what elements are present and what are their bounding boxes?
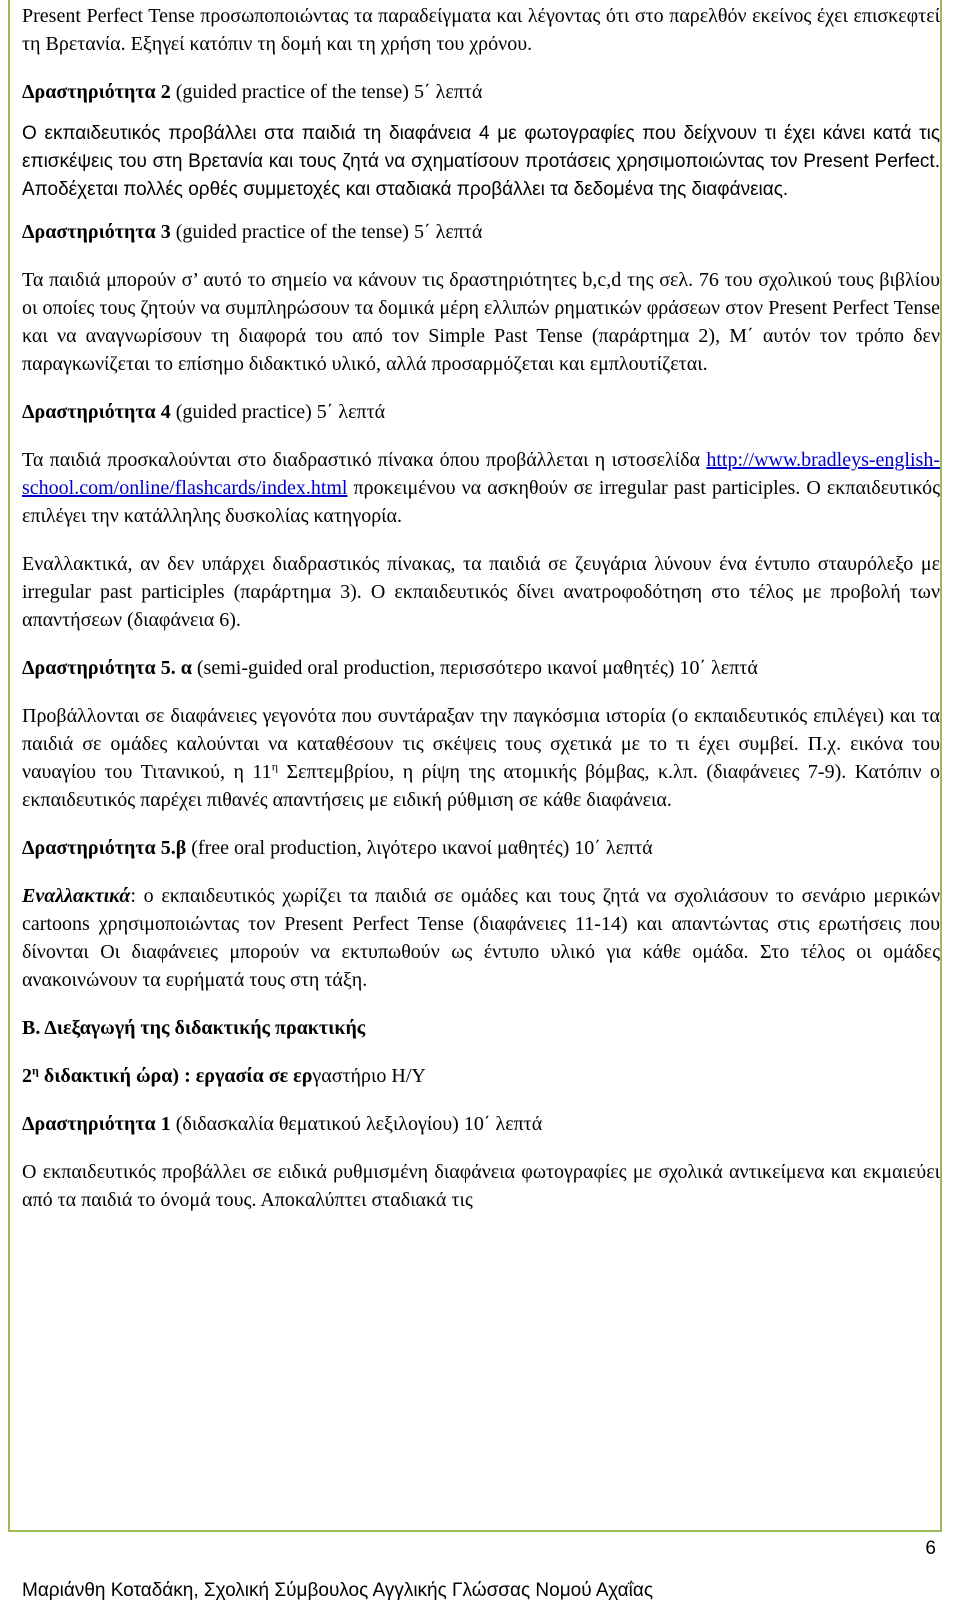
activity-5a-body-before: Προβάλλονται σε διαφάνειες γεγονότα που συντάραξαν την παγκόσμια ιστορία (ο εκπαιδευτικός επιλέγει) και τα παιδιά σε ομάδες καλούνται να καταθέσουν τις σκέψεις τους σχετικά με το τι έχει συμβεί. Π.χ. εικόνα του ναυαγίου του Τιτανικού, η 11 — [22, 705, 940, 783]
activity-3-label: Δραστηριότητα 3 — [22, 221, 171, 243]
activity-5a-body-after: Σεπτεμβρίου, η ρίψη της ατομικής βόμβας, κ.λπ. (διαφάνειες 7-9). Κατόπιν ο εκπαιδευτικός παρέχει πιθανές απαντήσεις με ειδική ρύθμιση σε κάθε διαφάνεια. — [22, 761, 940, 811]
activity-2-label: Δραστηριότητα 2 — [22, 81, 171, 103]
activity-5a-ordinal-sup: η — [271, 759, 278, 774]
activity-4-body — [22, 446, 940, 530]
activity-3-heading-rest: (guided practice of the tense) 5΄ λεπτά — [170, 221, 483, 243]
activity-b1-heading — [22, 1110, 940, 1138]
activity-3-heading — [22, 218, 940, 246]
flashcards-link[interactable]: http://www.bradleys-english-school.com/online/flashcards/index.html — [22, 449, 940, 499]
activity-4-label: Δραστηριότητα 4 — [22, 401, 171, 423]
activity-5b-heading-rest: (free oral production, λιγότερο ικανοί μαθητές) 10΄ λεπτά — [186, 837, 653, 859]
intro-paragraph: Present Perfect Tense προσωποποιώντας τα παραδείγματα και λέγοντας ότι στο παρελθόν εκείνος έχει επισκεφτεί τη Βρετανία. Εξηγεί κατόπιν τη δομή και τη χρήση του χρόνου. — [22, 5, 940, 55]
activity-4-body-before: Τα παιδιά προσκαλούνται στο διαδραστικό πίνακα όπου προβάλλεται η ιστοσελίδα — [22, 449, 707, 471]
hour-2-heading — [22, 1062, 940, 1090]
activity-b1-body: Ο εκπαιδευτικός προβάλλει σε ειδικά ρυθμισμένη διαφάνεια φωτογραφίες με σχολικά αντικείμενα και εκμαιεύει από τα παιδιά το όνομά τους. Αποκαλύπτει σταδιακά τις — [22, 1161, 940, 1211]
activity-2-heading-rest: (guided practice of the tense) 5΄ λεπτά — [170, 81, 483, 103]
activity-2-heading — [22, 78, 940, 106]
activity-5b-body — [22, 882, 940, 994]
hour-2-bold: διδακτική ώρα) : εργασία σε ερ — [38, 1065, 313, 1087]
activity-5b-heading — [22, 834, 940, 862]
activity-3-body: Τα παιδιά μπορούν σ’ αυτό το σημείο να κάνουν τις δραστηριότητες b,c,d της σελ. 76 του σχολικού τους βιβλίου οι οποίες τους ζητούν να συμπληρώσουν τα δομικά μέρη ελλιπών ρηματικών φράσεων στον Present Perfect Tense και να αναγνωρίσουν τη διαφορά του από τον Simple Past Tense (παράρτημα 2), Μ΄ αυτόν τον τρόπο δεν παραγκωνίζεται το επίσημο διδακτικό υλικό, αλλά προσαρμόζεται και εμπλουτίζεται. — [22, 269, 940, 375]
hour-2-normal: γαστήριο Η/Υ — [312, 1065, 426, 1087]
activity-5b-alt-label: Εναλλακτικά — [22, 885, 131, 907]
activity-2-body: Ο εκπαιδευτικός προβάλλει στα παιδιά τη διαφάνεια 4 με φωτογραφίες που δείχνουν τι έχει κάνει κατά τις επισκέψεις του στη Βρετανία και τους ζητά να σχηματίσουν προτάσεις χρησιμοποιώντας τον Present Perfect. Αποδέχεται πολλές ορθές συμμετοχές και σταδιακά προβάλλει τα δεδομένα της διαφάνειας. — [22, 123, 940, 200]
activity-4-heading — [22, 398, 940, 426]
page-number: 6 — [925, 1538, 936, 1559]
section-b-heading: Β. Διεξαγωγή της διδακτικής πρακτικής — [22, 1017, 366, 1039]
document-body — [22, 2, 940, 1214]
activity-4-body-after: προκειμένου να ασκηθούν σε irregular past participles. Ο εκπαιδευτικός επιλέγει την κατάλληλης δυσκολίας κατηγορία. — [22, 477, 940, 527]
activity-b1-label: Δραστηριότητα 1 — [22, 1113, 171, 1135]
activity-5a-heading-rest: (semi-guided oral production, περισσότερο ικανοί μαθητές) 10΄ λεπτά — [191, 657, 758, 679]
activity-5a-body — [22, 702, 940, 814]
activity-5b-label: Δραστηριότητα 5.β — [22, 837, 187, 859]
activity-5a-label: Δραστηριότητα 5. α — [22, 657, 192, 679]
activity-5a-heading — [22, 654, 940, 682]
activity-4-alternative: Εναλλακτικά, αν δεν υπάρχει διαδραστικός πίνακας, τα παιδιά σε ζευγάρια λύνουν ένα έντυπο σταυρόλεξο με irregular past participles (παράρτημα 3). Ο εκπαιδευτικός δίνει ανατροφοδότηση στο τέλος με προβολή των απαντήσεων (διαφάνεια 6). — [22, 553, 940, 631]
hour-2-sup: η — [32, 1063, 39, 1078]
activity-b1-heading-rest: (διδασκαλία θεματικού λεξιλογίου) 10΄ λεπτά — [170, 1113, 543, 1135]
activity-5b-alt-body: : ο εκπαιδευτικός χωρίζει τα παιδιά σε ομάδες και τους ζητά να σχολιάσουν το σενάριο μερικών cartoons χρησιμοποιώντας τον Present Perfect Tense (διαφάνειες 11-14) και απαντώντας στις ερωτήσεις που δίνονται Οι διαφάνειες μπορούν να εκτυπωθούν ως έντυπο υλικό για κάθε ομάδα. Στο τέλος οι ομάδες ανακοινώνουν τα ευρήματά τους στη τάξη. — [22, 885, 940, 991]
page-footer: Μαριάνθη Κοταδάκη, Σχολική Σύμβουλος Αγγλικής Γλώσσας Νομού Αχαΐας — [22, 1580, 653, 1601]
activity-4-heading-rest: (guided practice) 5΄ λεπτά — [170, 401, 386, 423]
hour-2-number: 2 — [22, 1065, 32, 1087]
